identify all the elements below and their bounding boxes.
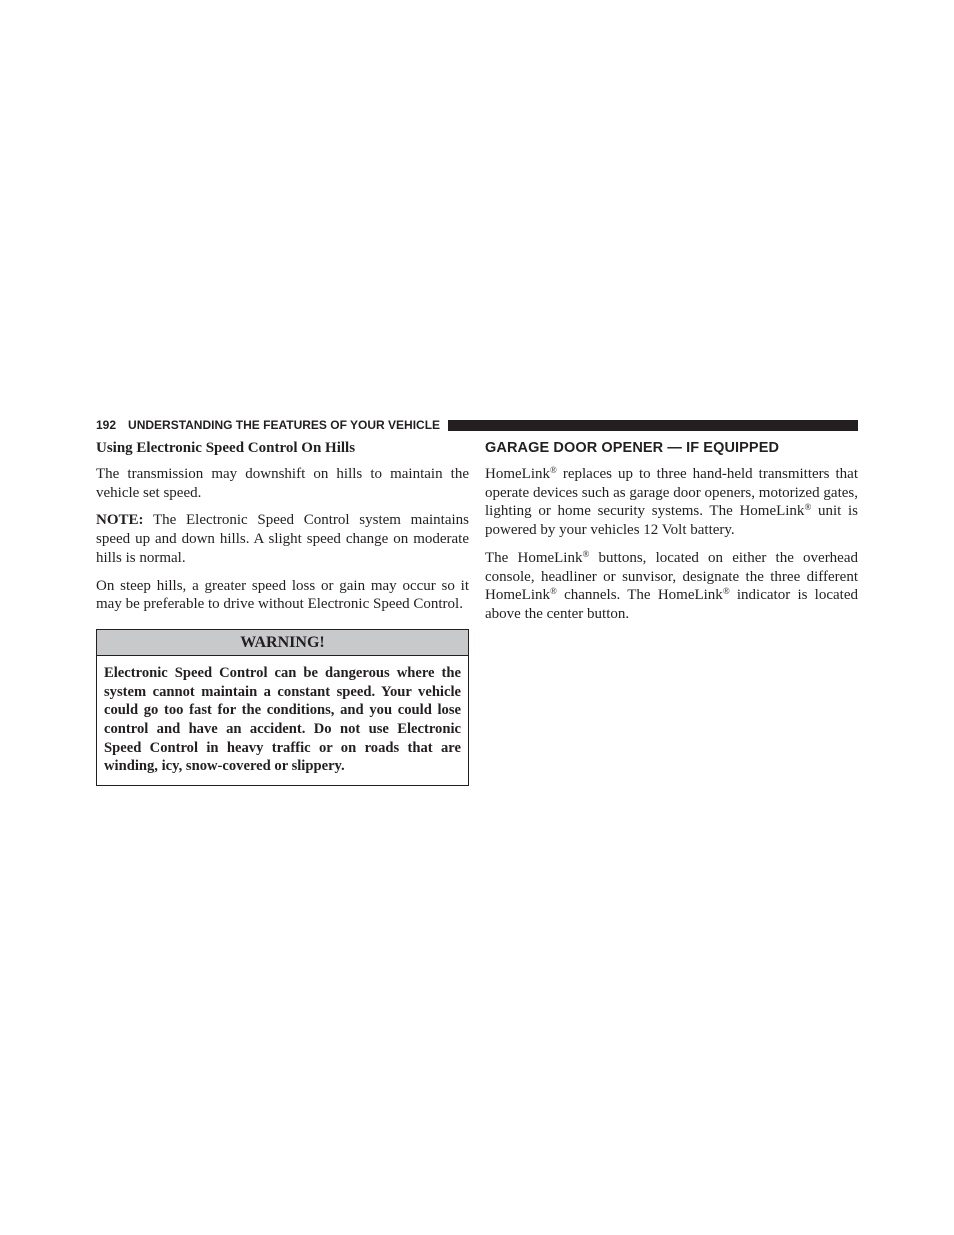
paragraph-steep-hills: On steep hills, a greater speed loss or gain may occur so it may be preferable to drive without Electronic Speed Control. (96, 577, 469, 613)
note-text: The Electronic Speed Control system maintains speed up and down hills. A slight speed change on moderate hills is normal. (96, 512, 469, 566)
page-header (96, 417, 858, 433)
paragraph-downshift: The transmission may downshift on hills to maintain the vehicle set speed. (96, 466, 469, 501)
paragraph-homelink-intro (485, 465, 858, 540)
page-number: 192 (96, 418, 117, 432)
registered-mark: ® (582, 548, 590, 559)
warning-box (96, 629, 469, 786)
header-rule (448, 420, 858, 431)
warning-title: WARNING! (97, 630, 468, 656)
note-label: NOTE: (96, 512, 144, 529)
paragraph-homelink-buttons (485, 549, 858, 624)
registered-mark: ® (722, 586, 730, 597)
text-run: indicator is located above the center button. (485, 587, 858, 622)
note-paragraph (96, 511, 469, 567)
left-column (96, 438, 469, 786)
text-run: replaces up to three hand-held transmitters that operate devices such as garage door openers, motorized gates, lighting or home security systems. The HomeLink (485, 466, 858, 520)
section-subheading: Using Electronic Speed Control On Hills (96, 440, 356, 456)
text-run: HomeLink (485, 466, 550, 482)
text-run: buttons, located on either the overhead console, headliner or sunvisor, designate the three different HomeLink (485, 549, 859, 604)
text-run: unit is powered by your vehicles 12 Volt battery. (485, 503, 859, 539)
registered-mark: ® (550, 586, 557, 597)
text-run: The HomeLink (485, 549, 583, 566)
warning-text: Electronic Speed Control can be dangerous where the system cannot maintain a constant speed. Your vehicle could go too fast for the conditions, and you could lose control and have an accident. Do not use Electronic Speed Control in heavy traffic or on roads that are winding, icy, snow-covered or slippery. (104, 664, 461, 775)
registered-mark: ® (804, 502, 812, 513)
text-run: channels. The HomeLink (556, 587, 723, 604)
right-column (485, 438, 858, 633)
chapter-title: UNDERSTANDING THE FEATURES OF YOUR VEHICLE (128, 418, 441, 432)
registered-mark: ® (550, 465, 557, 475)
section-heading: GARAGE DOOR OPENER — IF EQUIPPED (485, 440, 780, 456)
